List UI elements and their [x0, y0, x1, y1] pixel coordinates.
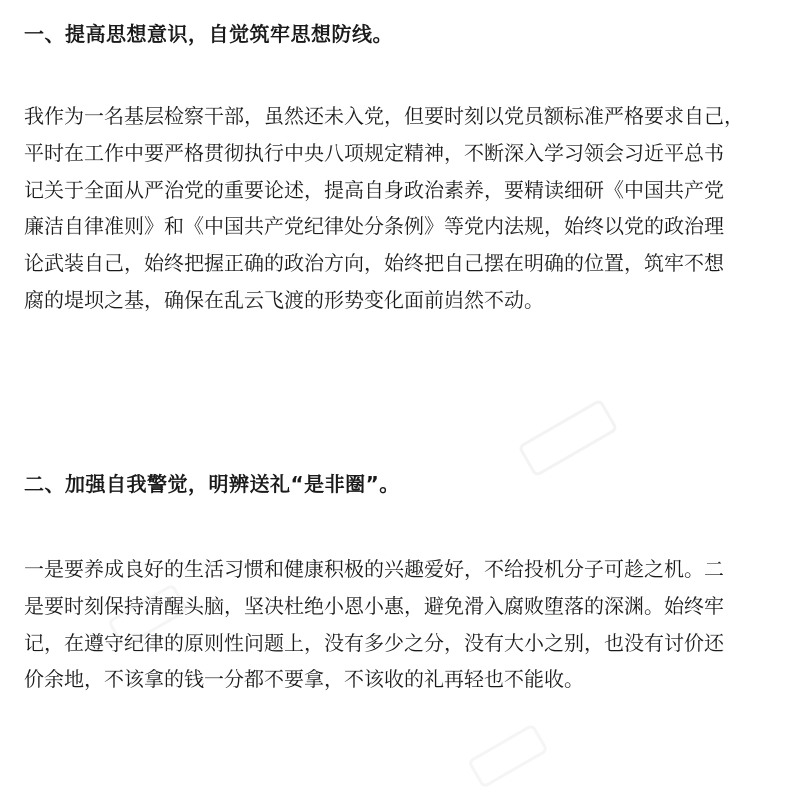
- paragraph-line: 记，在遵守纪律的原则性问题上，没有多少之分，没有大小之别，也没有讨价还: [24, 630, 724, 655]
- paragraph-line: 一是要养成良好的生活习惯和健康积极的兴趣爱好，不给投机分子可趁之机。二: [24, 557, 724, 581]
- section-1-paragraph: [24, 98, 784, 319]
- paragraph-line: 腐的堤坝之基，确保在乱云飞渡的形势变化面前岿然不动。: [24, 287, 544, 312]
- paragraph-line: 论武装自己，始终把握正确的政治方向，始终把自己摆在明确的位置，筑牢不想: [24, 251, 724, 276]
- paragraph-line: 廉洁自律准则》和《中国共产党纪律处分条例》等党内法规，始终以党的政治理: [24, 214, 724, 239]
- section-2-paragraph: [24, 551, 784, 698]
- section-2-heading: 二、加强自我警觉，明辨送礼“是非圈”。: [24, 472, 400, 496]
- watermark-mark: [467, 723, 549, 789]
- watermark-mark: [517, 398, 618, 477]
- paragraph-line: 是要时刻保持清醒头脑，坚决杜绝小恩小惠，避免滑入腐败堕落的深渊。始终牢: [24, 593, 724, 618]
- paragraph-line: 价余地，不该拿的钱一分都不要拿，不该收的礼再轻也不能收。: [24, 667, 584, 692]
- section-1-heading: 一、提高思想意识，自觉筑牢思想防线。: [24, 22, 393, 46]
- paragraph-line: 我作为一名基层检察干部，虽然还未入党，但要时刻以党员额标准严格要求自己，: [24, 104, 744, 128]
- paragraph-line: 记关于全面从严治党的重要论述，提高自身政治素养，要精读细研《中国共产党: [24, 177, 724, 202]
- paragraph-line: 平时在工作中要严格贯彻执行中央八项规定精神，不断深入学习领会习近平总书: [24, 140, 724, 165]
